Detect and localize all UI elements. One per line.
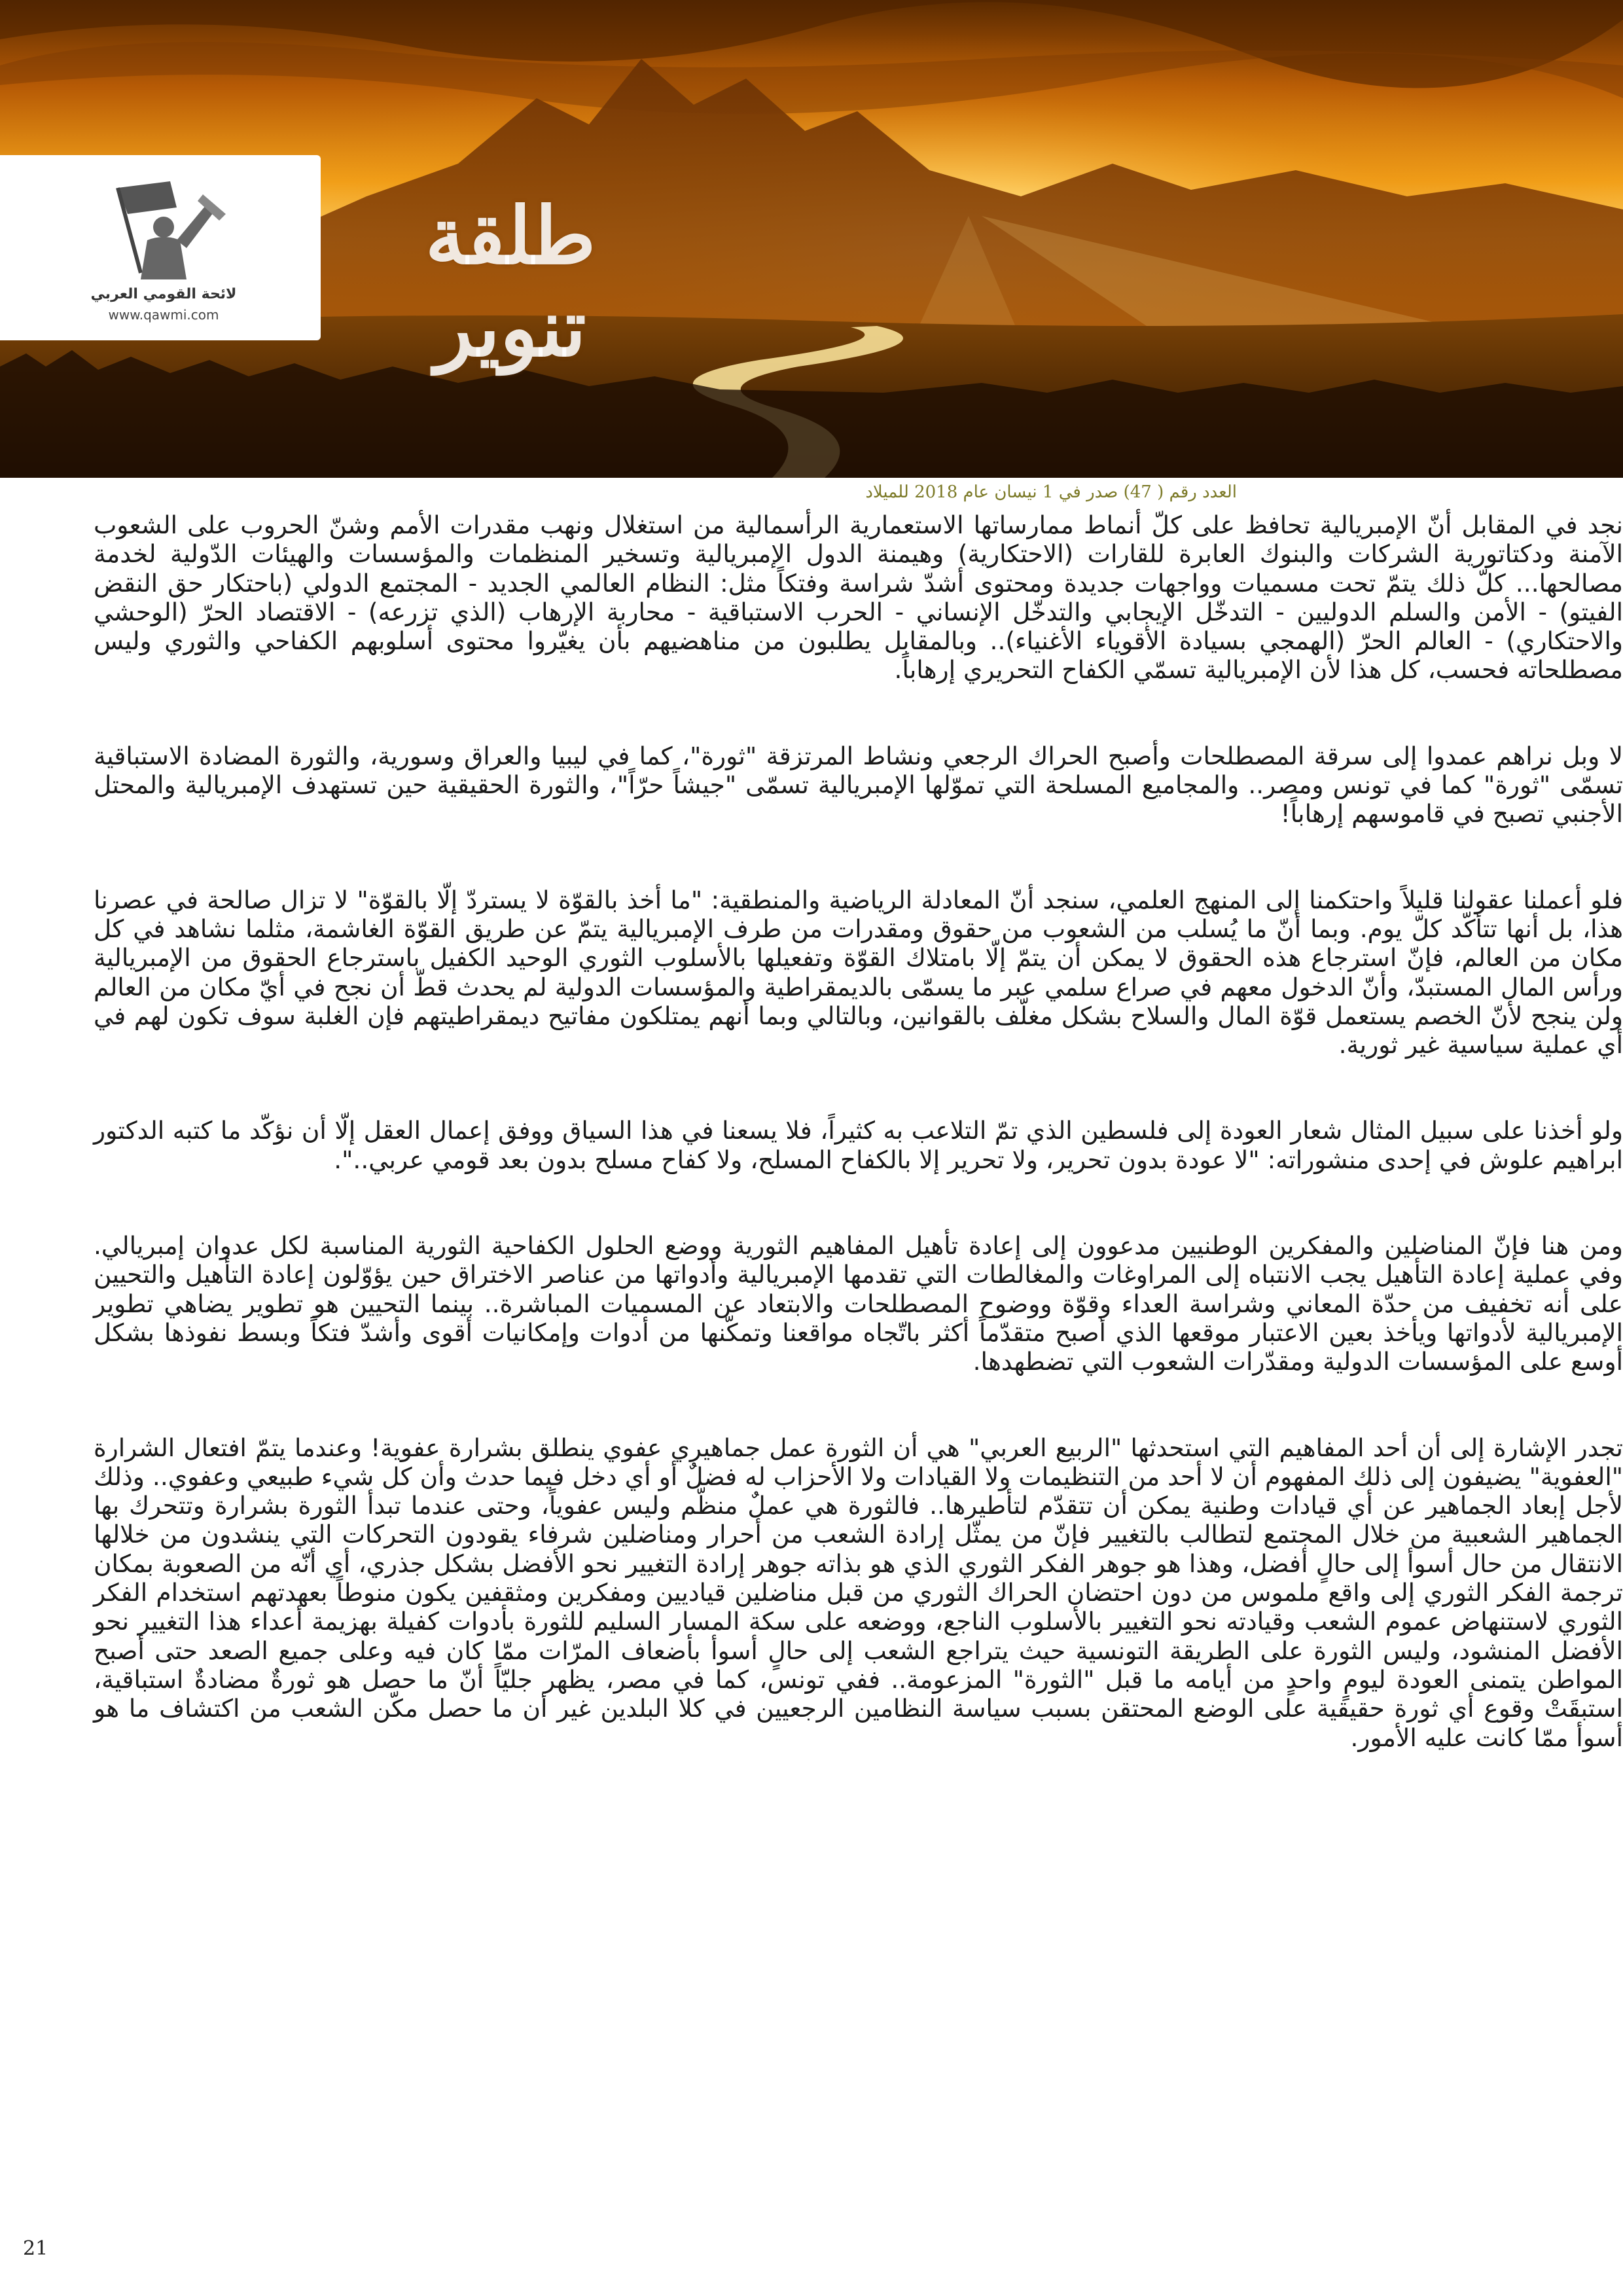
article-paragraph: نجد في المقابل أنّ الإمبريالية تحافظ على كلّ أنماط ممارساتها الاستعمارية الرأسمالية من استغلال ونهب مقدرات الأمم وشنّ الحروب على الشعوب الآمنة ودكتاتورية الشركات والبنوك العابرة للقارات (الاحتكارية) وهيمنة الدول الإمبريالية وتسخير المنظمات والمؤسسات والهيئات الدّولية لخدمة مصالحها... كلّ ذلك يتمّ تحت مسميات وواجهات جديدة ومحتوى أشدّ شراسة وفتكاً مثل: النظام العالمي الجديد - المجتمع الدولي (باحتكار حق النقض الفيتو) - الأمن والسلم الدوليين - التدخّل الإيجابي والتدخّل الإنساني - الحرب الاستباقية - محاربة الإرهاب (الذي تزرعه) - الاقتصاد الحرّ (الوحشي والاحتكاري) - العالم الحرّ (الهمجي بسيادة الأقوياء الأغنياء).. وبالمقابل يطلبون من مناهضيهم بأن يغيّروا محتوى أسلوبهم الكفاحي والثوري وليس مصطلحاته فحسب، كل هذا لأن الإمبريالية تسمّي الكفاح التحريري إرهاباً. (94, 511, 1623, 685)
article-paragraph: لا وبل نراهم عمدوا إلى سرقة المصطلحات وأصبح الحراك الرجعي ونشاط المرتزقة "ثورة"، كما في ليبيا والعراق وسورية، والثورة المضادة الاستباقية تسمّى "ثورة" كما في تونس ومصر.. والمجاميع المسلحة التي تموّلها الإمبريالية تسمّى "جيشاً حرّاً"، والثورة الحقيقية حين تستهدف الإمبريالية والمحتل الأجنبي تصبح في قاموسهم إرهاباً! (94, 741, 1623, 829)
page-number: 21 (23, 2237, 48, 2260)
article-paragraph: ومن هنا فإنّ المناضلين والمفكرين الوطنيين مدعوون إلى إعادة تأهيل المفاهيم الثورية ووضع الحلول الكفاحية الثورية المناسبة لكل عدوان إمبريالي. وفي عملية إعادة التأهيل يجب الانتباه إلى المراوغات والمغالطات التي تقدمها الإمبريالية وأدواتها من عناصر الاختراق حين يؤوّلون إعادة التأهيل والتحيين على أنه تخفيف من حدّة المعاني وشراسة العداء وقوّة ووضوح المصطلحات والابتعاد عن المسميات المباشرة.. بينما التحيين هو تطوير يضاهي تطوير الإمبريالية لأدواتها ويأخذ بعين الاعتبار موقعها الذي أصبح متقدّماً أكثر باتّجاه مواقعنا وتمكّنها من أدوات وإمكانيات أقوى وأشدّ فتكاً وبسط نفوذها بشكل أوسع على المؤسسات الدولية ومقدّرات الشعوب التي تضطهدها. (94, 1231, 1623, 1376)
article-body (94, 511, 1623, 1809)
issue-line: العدد رقم ( 47) صدر في 1 نيسان عام 2018 للميلاد (865, 482, 1237, 502)
header-banner (0, 0, 1623, 478)
article-paragraph: ولو أخذنا على سبيل المثال شعار العودة إلى فلسطين الذي تمّ التلاعب به كثيراً، فلا يسعنا في هذا السياق ووفق إعمال العقل إلّا أن نؤكّد ما كتبه الدكتور ابراهيم علوش في إحدى منشوراته: "لا عودة بدون تحرير، ولا تحرير إلا بالكفاح المسلح، ولا كفاح مسلح بدون بعد قومي عربي..". (94, 1116, 1623, 1174)
article-paragraph: تجدر الإشارة إلى أن أحد المفاهيم التي استحدثها "الربيع العربي" هي أن الثورة عمل جماهيري عفوي ينطلق بشرارة عفوية! وعندما يتمّ افتعال الشرارة "العفوية" يضيفون إلى ذلك المفهوم أن لا أحد من التنظيمات ولا القيادات ولا الأحزاب له فضلٌ أو أي دخل فيما حدث وأن كل شيء طبيعي وعفوي.. وذلك لأجل إبعاد الجماهير عن أي قيادات وطنية يمكن أن تتقدّم لتأطيرها.. فالثورة هي عملٌ منظّم وليس عفوياً، وحتى عندما تبدأ الثورة بشرارة وتتحرك بها الجماهير الشعبية من خلال المجتمع لتطالب بالتغيير فإنّ من يمثّل إرادة الشعب من أحرار ومناضلين شرفاء يقودون التحركات التي ينشدون من خلالها الانتقال من حال أسوأ إلى حالٍ أفضل، وهذا هو جوهر الفكر الثوري الذي هو بذاته جوهر إرادة التغيير نحو الأفضل بشكل جذري، أي أنّه من الصعوبة بمكان ترجمة الفكر الثوري إلى واقع ملموس من دون احتضان الحراك الثوري من قبل مناضلين قياديين ومفكرين ومثقفين يكون منوطاً بعهدتهم استخدام الفكر الثوري لاستنهاض عموم الشعب وقيادته نحو التغيير بالأسلوب الناجع، ووضعه على سكة المسار السليم للثورة بأدوات كفيلة بهزيمة أعداء هذا التغيير نحو الأفضل المنشود، وليس الثورة على الطريقة التونسية حيث يتراجع الشعب إلى حالٍ أسوأ بأضعاف المرّات ممّا كان فيه وعلى جميع الصعد حتى أصبح المواطن يتمنى العودة ليومٍ واحدٍ من أيامه ما قبل "الثورة" المزعومة.. ففي تونس، كما في مصر، يظهر جليّاً أنّ ما حصل هو ثورةٌ مضادةٌ استباقية، استبقَتْ وقوع أي ثورة حقيقية على الوضع المحتقن بسبب سياسة النظامين الرجعيين في كلا البلدين غير أن ما حصل مكّن الشعب من اكتشاف ما هو أسوأ ممّا كانت عليه الأمور. (94, 1433, 1623, 1752)
logo-box (0, 155, 321, 340)
masthead-title: طلقة تنوير (425, 190, 596, 374)
raised-fist-flag-icon (79, 175, 236, 286)
logo-url: www.qawmi.com (108, 307, 219, 323)
logo-name: لائحة القومي العربي (90, 286, 237, 302)
article-paragraph: فلو أعملنا عقولنا قليلاً واحتكمنا إلى المنهج العلمي، سنجد أنّ المعادلة الرياضية والمنطقية: "ما أخذ بالقوّة لا يستردّ إلّا بالقوّة" لا تزال صالحة في عصرنا هذا، بل أنها تتأكّد كلّ يوم. وبما أنّ ما يُسلب من الشعوب من حقوق ومقدرات من طرف الإمبريالية يتمّ عن طريق القوّة الغاشمة، مثلما نشاهد في كل مكان من العالم، فإنّ استرجاع هذه الحقوق لا يمكن أن يتمّ إلّا بامتلاك القوّة وتفعيلها بالأسلوب الثوري الوحيد الكفيل باسترجاع الحقوق من الإمبريالية ورأس المال المستبدّ، وأنّ الدخول معهم في صراع سلمي عبر ما يسمّى بالديمقراطية والمؤسسات الدولية لم يحدث قطّ أن نجح في أيّ مكان من العالم ولن ينجح لأنّ الخصم يستعمل قوّة المال والسلاح بشكل مغلّف بالقوانين، وبالتالي وبما أنهم يمتلكون مفاتيح ديمقراطيتهم فإن الغلبة سوف تكون لهم في أي عملية سياسية غير ثورية. (94, 885, 1623, 1060)
masthead (340, 164, 681, 374)
